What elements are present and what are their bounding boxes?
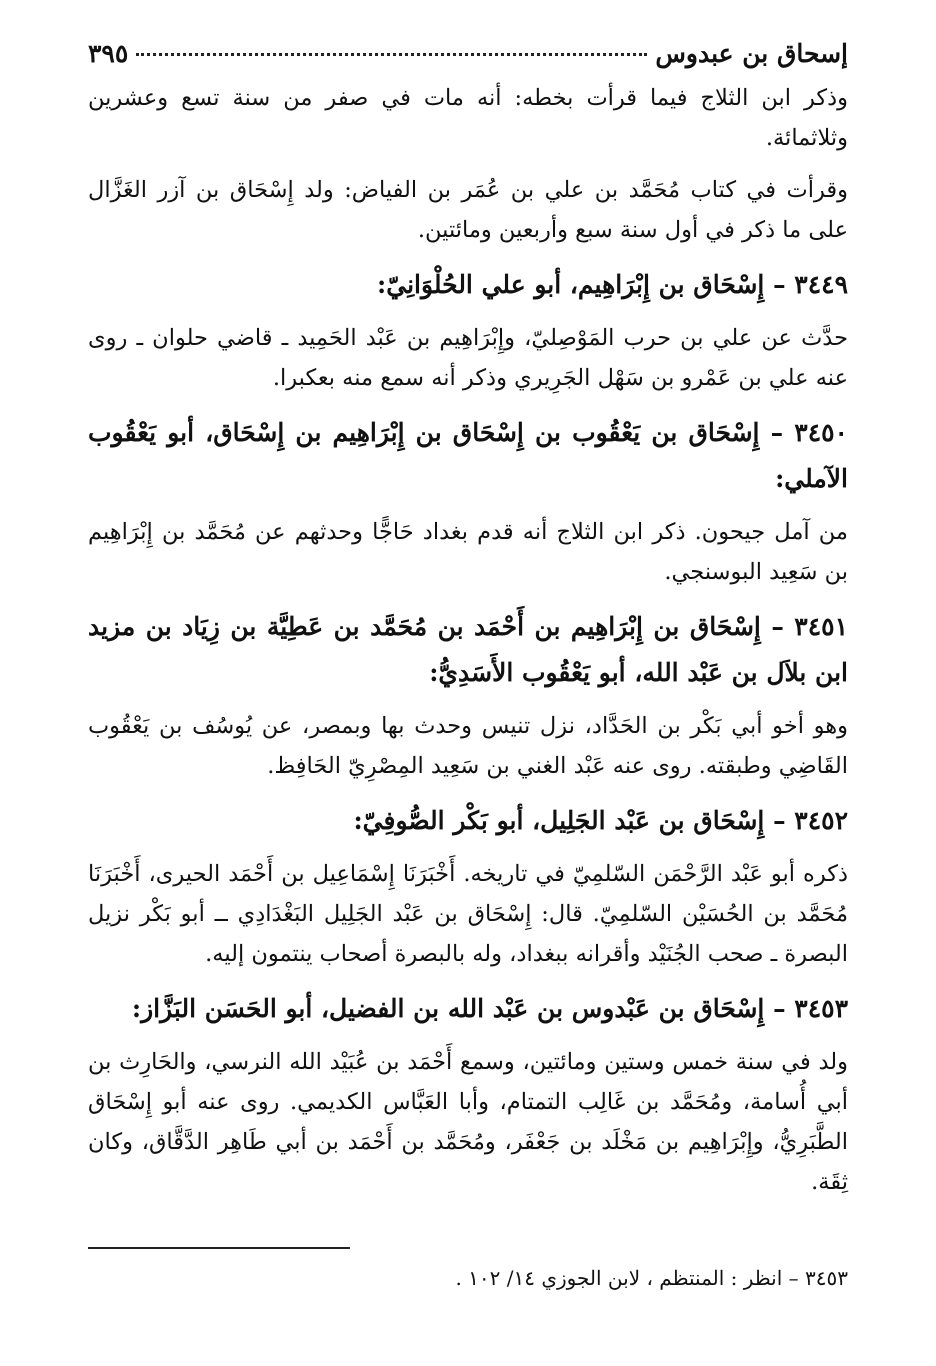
entry-title: إِسْحَاق بن عَبْد الجَلِيل، أبو بَكْر الصُّوفِيّ: xyxy=(353,806,765,835)
running-header xyxy=(88,30,848,78)
page-body xyxy=(88,30,848,1214)
entry-title: إِسْحَاق بن عَبْدوس بن عَبْد الله بن الفضيل، أبو الحَسَن البَزَّاز: xyxy=(131,994,765,1023)
entry-heading xyxy=(88,986,848,1032)
entry-body: ذكره أبو عَبْد الرَّحْمَن السّلمِيّ في تاريخه. أَخْبَرَنَا إِسْمَاعِيل بن أَحْمَد الحيرى، أَخْبَرَنَا مُحَمَّد بن الحُسَيْن السّلمِيّ. قال: إِسْحَاق بن عَبْد الجَلِيل البَغْدَادِي ــ أبو بَكْر نزيل البصرة ـ صحب الجُنَيْد وأقرانه ببغداد، وله بالبصرة أصحاب ينتمون إليه. xyxy=(88,861,848,967)
entry-heading xyxy=(88,410,848,502)
footnote-divider xyxy=(88,1247,350,1249)
page-number: ٣٩٥ xyxy=(88,39,129,68)
entry-3450 xyxy=(88,410,848,592)
running-title: إسحاق بن عبدوس xyxy=(655,39,848,68)
entry-heading xyxy=(88,604,848,696)
entry-body: ولد في سنة خمس وستين ومائتين، وسمع أَحْمَد بن عُبَيْد الله النرسي، والحَارِث بن أبي أُسامة، ومُحَمَّد بن غَالِب التمتام، وأبا العَبَّاس الكديمي. روى عنه أبو إِسْحَاق الطَّبَرِيُّ، وإِبْرَاهِيم بن مَخْلَد بن جَعْفَر، ومُحَمَّد بن أَحْمَد بن أبي طَاهِر الدَّقَّاق، وكان ثِقَة. xyxy=(88,1049,848,1195)
entry-number: ٣٤٥٢ – xyxy=(764,806,848,835)
footnote: ٣٤٥٣ – انظر : المنتظم ، لابن الجوزي ١٤/ ١٠٢ . xyxy=(455,1266,848,1290)
entry-number: ٣٤٥٣ – xyxy=(764,994,848,1023)
leader-dots xyxy=(136,53,647,56)
entry-number: ٣٤٥٠ – xyxy=(760,418,848,447)
entry-body: من آمل جيحون. ذكر ابن الثلاج أنه قدم بغداد حَاجًّا وحدثهم عن مُحَمَّد بن إِبْرَاهِيم بن سَعِيد البوسنجي. xyxy=(88,519,848,585)
entry-number: ٣٤٥١ – xyxy=(761,612,848,641)
entry-title: إِسْحَاق بن يَعْقُوب بن إِسْحَاق بن إِبْرَاهِيم بن إِسْحَاق، أبو يَعْقُوب الآملي: xyxy=(88,418,848,493)
entry-title: إِسْحَاق بن إِبْرَاهِيم بن أَحْمَد بن مُحَمَّد بن عَطِيَّة بن زِيَاد بن مزيد ابن بلاَل بن عَبْد الله، أبو يَعْقُوب الأَسَدِيُّ: xyxy=(88,612,848,687)
entry-3449 xyxy=(88,262,848,398)
entry-3451 xyxy=(88,604,848,786)
entry-3453 xyxy=(88,986,848,1202)
entry-number: ٣٤٤٩ – xyxy=(764,270,848,299)
entry-heading xyxy=(88,798,848,844)
entry-3452 xyxy=(88,798,848,974)
intro-paragraph-1: وذكر ابن الثلاج فيما قرأت بخطه: أنه مات في صفر من سنة تسع وعشرين وثلاثمائة. xyxy=(88,85,848,151)
entry-title: إِسْحَاق بن إِبْرَاهِيم، أبو علي الحُلْوَانِيّ: xyxy=(377,270,765,299)
entry-body: حدَّث عن علي بن حرب المَوْصِليّ، وإِبْرَاهِيم بن عَبْد الحَمِيد ـ قاضي حلوان ـ روى عنه علي بن عَمْرو بن سَهْل الجَرِيري وذكر أنه سمع منه بعكبرا. xyxy=(88,325,848,391)
intro-paragraph-2: وقرأت في كتاب مُحَمَّد بن علي بن عُمَر بن الفياض: ولد إِسْحَاق بن آزر الغَزَّال على ما ذكر في أول سنة سبع وأربعين ومائتين. xyxy=(88,177,848,243)
entry-body: وهو أخو أبي بَكْر بن الحَدَّاد، نزل تنيس وحدث بها وبمصر، عن يُوسُف بن يَعْقُوب القَاضِي وطبقته. روى عنه عَبْد الغني بن سَعِيد المِصْرِيّ الحَافِظ. xyxy=(88,713,848,779)
entry-heading xyxy=(88,262,848,308)
